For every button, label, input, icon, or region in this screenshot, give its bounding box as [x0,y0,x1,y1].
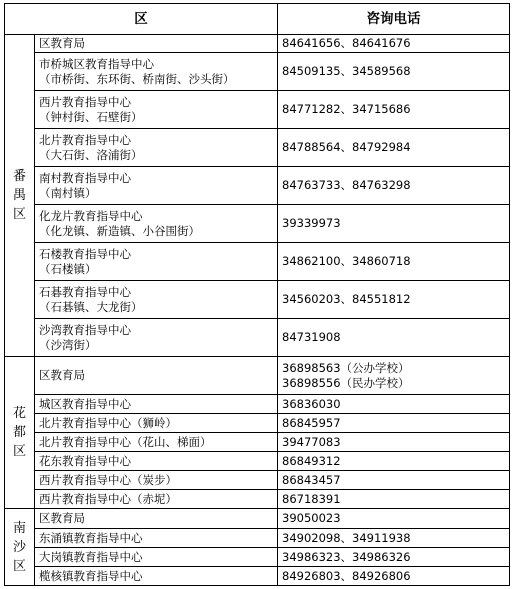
phone-number: 84509135、34589568 [282,64,411,78]
org-name: 花东教育指导中心 [39,453,131,468]
phone-number: 84788564、84792984 [282,140,411,154]
phone-number: 84763733、84763298 [282,178,411,192]
org-coverage: （南村镇） [39,185,97,200]
header-row [5,4,510,35]
phone-cell [278,319,510,357]
phone-number: 34986323、34986326 [282,549,411,564]
org-cell [35,414,278,433]
phone-number: 39050023 [282,511,341,525]
district-name-cell [5,35,35,357]
phone-cell [278,414,510,433]
org-cell [35,529,278,548]
table-row [5,433,510,452]
org-cell [35,357,278,395]
org-name: 化龙片教育指导中心 [39,208,143,223]
phone-number: 39339973 [282,216,341,230]
org-cell [35,471,278,490]
table-row [5,205,510,243]
phone-cell [278,129,510,167]
phone-number: 86849312 [282,453,341,468]
table-row [5,509,510,529]
phone-number: 34902098、34911938 [282,530,411,545]
table-row [5,129,510,167]
phone-number: 86718391 [282,491,341,506]
table-row [5,490,510,509]
phone-cell [278,53,510,91]
org-coverage: （沙湾街） [39,337,97,352]
org-coverage: （市桥街、东环街、桥南街、沙头街） [39,71,235,86]
org-name: 北片教育指导中心（狮岭） [39,415,177,430]
phone-number: 36898556（民办学校） [282,375,410,390]
district-name-char: 都 [12,425,26,440]
org-coverage: （石碁镇、大龙街） [39,299,143,314]
org-cell [35,319,278,357]
phone-number: 39477083 [282,434,341,449]
org-name: 区教育局 [39,36,85,50]
district-name-cell [5,357,35,509]
org-name: 东涌镇教育指导中心 [39,530,143,545]
phone-cell [278,567,510,586]
org-coverage: （钟村街、石壁街） [39,109,143,124]
phone-number: 36836030 [282,396,341,411]
district-name-cell [5,509,35,586]
org-name: 北片教育指导中心 [39,132,131,147]
table-row [5,395,510,414]
org-name: 市桥城区教育指导中心 [39,56,154,71]
table-row [5,53,510,91]
table-row [5,91,510,129]
phone-number: 34560203、84551812 [282,292,411,306]
table-row [5,414,510,433]
phone-number: 34862100、34860718 [282,254,411,268]
table-row [5,529,510,548]
org-coverage: （大石街、洛浦街） [39,147,143,162]
phone-cell [278,167,510,205]
phone-number: 36898563（公办学校） [282,360,410,375]
org-name: 南村教育指导中心 [39,170,131,185]
org-cell [35,205,278,243]
table-row [5,548,510,567]
org-name: 沙湾教育指导中心 [39,322,131,337]
table-row [5,319,510,357]
phone-number: 86843457 [282,472,341,487]
district-name-char: 禺 [12,188,26,203]
phone-number: 84771282、34715686 [282,102,411,116]
org-cell [35,452,278,471]
org-cell [35,548,278,567]
district-name-char: 区 [12,444,26,459]
table-row [5,471,510,490]
org-cell [35,243,278,281]
org-name: 区教育局 [39,368,85,382]
phone-cell [278,243,510,281]
phone-cell [278,452,510,471]
phone-cell [278,433,510,452]
org-cell [35,53,278,91]
org-name: 西片教育指导中心（炭步） [39,472,177,487]
org-cell [35,433,278,452]
phone-number: 84641656、84641676 [282,36,411,50]
phone-cell [278,357,510,395]
org-name: 大岗镇教育指导中心 [39,549,143,564]
phone-number: 84731908 [282,330,341,344]
district-name-char: 区 [12,558,26,574]
table-row [5,167,510,205]
phone-cell [278,548,510,567]
org-cell [35,167,278,205]
contact-table [4,3,510,586]
org-name: 石碁教育指导中心 [39,284,131,299]
phone-cell [278,281,510,319]
table-row [5,452,510,471]
phone-cell [278,509,510,529]
org-name: 西片教育指导中心（赤坭） [39,491,177,506]
district-name-char: 番 [12,169,26,184]
org-coverage: （化龙镇、新造镇、小谷围街） [39,223,200,238]
district-name-char: 南 [12,520,26,536]
phone-number: 86845957 [282,415,341,430]
district-name-char: 花 [12,406,26,421]
phone-cell [278,35,510,53]
phone-cell [278,91,510,129]
org-name: 北片教育指导中心（花山、梯面） [39,434,212,449]
org-cell [35,35,278,53]
org-name: 石楼教育指导中心 [39,246,131,261]
org-cell [35,91,278,129]
org-cell [35,567,278,586]
phone-cell [278,395,510,414]
org-cell [35,509,278,529]
table-body [5,35,510,586]
table-row [5,357,510,395]
org-cell [35,395,278,414]
phone-cell [278,529,510,548]
org-name: 区教育局 [39,511,85,525]
phone-cell [278,205,510,243]
table-row [5,567,510,586]
district-name-char: 区 [12,207,26,222]
org-coverage: （石楼镇） [39,261,97,276]
phone-header: 咨询电话 [278,4,510,35]
table-row [5,243,510,281]
district-name-char: 沙 [12,539,26,555]
org-cell [35,490,278,509]
phone-cell [278,471,510,490]
org-name: 城区教育指导中心 [39,396,131,411]
org-cell [35,129,278,167]
district-header: 区 [5,4,278,35]
org-cell [35,281,278,319]
phone-cell [278,490,510,509]
phone-number: 84926803、84926806 [282,568,411,583]
table-row [5,281,510,319]
org-name: 西片教育指导中心 [39,94,131,109]
org-name: 榄核镇教育指导中心 [39,568,143,583]
table-row [5,35,510,53]
